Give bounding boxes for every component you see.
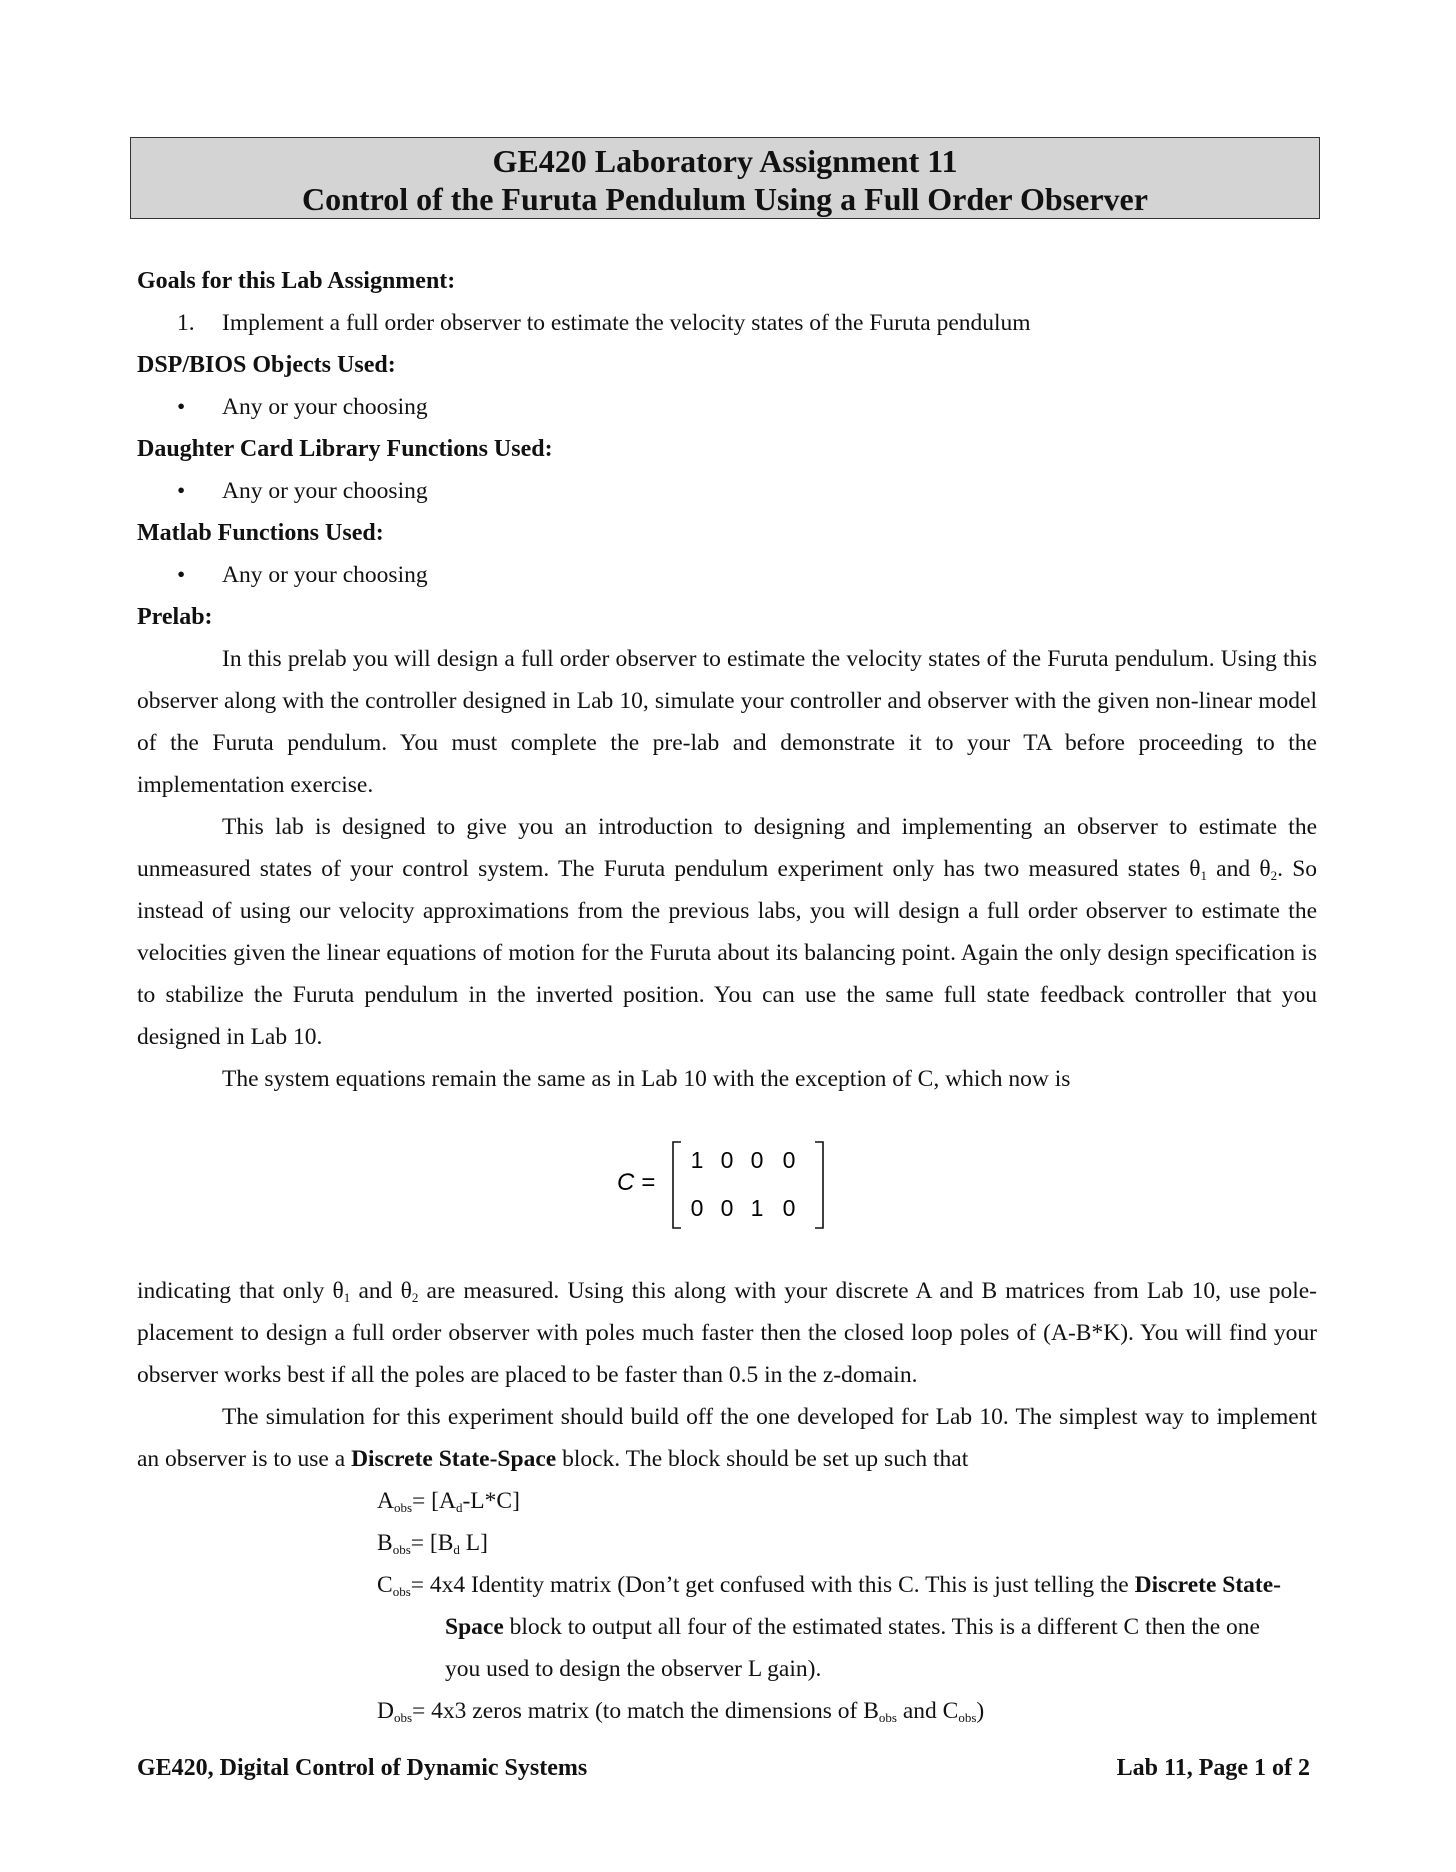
matrix-cell: 0 xyxy=(720,1147,734,1173)
list-item xyxy=(137,554,1317,596)
list-item xyxy=(137,302,1317,344)
content xyxy=(137,260,1317,1732)
footer-course: GE420, Digital Control of Dynamic Systems xyxy=(137,1755,588,1781)
list-text: Any or your choosing xyxy=(222,562,428,588)
observer-b-line: $B_{obs}= [B_d$ L] xyxy=(377,1530,488,1557)
prelab-paragraph-3: The system equations remain the same as in Lab 10 with the exception of C, which now is xyxy=(222,1066,1071,1092)
observer-d-line: $D_{obs}= 4x3$ zeros matrix (to match the dimensions of $B_{obs}$ and $C_{obs}$) xyxy=(377,1698,985,1725)
footer-page-number: Lab 11, Page 1 of 2 xyxy=(1116,1755,1310,1781)
matrix-label: C = xyxy=(617,1169,656,1196)
matrix-cell: 1 xyxy=(690,1147,704,1173)
bullet-icon: • xyxy=(177,478,186,504)
list-marker: 1. xyxy=(177,310,195,336)
matrix-right-bracket xyxy=(815,1142,823,1228)
title-box xyxy=(130,137,1320,219)
matrix-cell: 0 xyxy=(782,1147,796,1173)
matrix-cell: 1 xyxy=(750,1195,764,1221)
list-item xyxy=(137,386,1317,428)
bullet-icon: • xyxy=(177,562,186,588)
bullet-icon: • xyxy=(177,394,186,420)
prelab-paragraph-4: indicating that only $\theta_1$ and $\theta_2$ are measured. Using this along with your discrete A and B matrices from Lab 10, use pole-placement to design a full order observer with poles much faster then the closed loop poles of (A-B*K). You will find your observer works best if all the poles are placed to be faster than 0.5 in the z-domain. xyxy=(137,1278,1317,1388)
title-line-1: GE420 Laboratory Assignment 11 xyxy=(492,143,958,179)
prelab-paragraph-5: The simulation for this experiment should build off the one developed for Lab 10. The simplest way to implement an observer is to use a Discrete State-Space block. The block should be set up such that xyxy=(137,1404,1317,1472)
matrix-left-bracket xyxy=(673,1142,681,1228)
list-text: Implement a full order observer to estimate the velocity states of the Furuta pendulum xyxy=(222,310,1031,336)
matrix-cell: 0 xyxy=(750,1147,764,1173)
observer-c-line: $C_{obs}= 4x4$ Identity matrix (Don’t get confused with this C. This is just telling the Discrete State- xyxy=(377,1572,1281,1599)
matrix-cell: 0 xyxy=(782,1195,796,1221)
observer-c-continuation: Space block to output all four of the estimated states. This is a different C then the one xyxy=(445,1614,1260,1640)
list-text: Any or your choosing xyxy=(222,478,428,504)
observer-a-line: $A_{obs}= [A_d-L*C]$ xyxy=(377,1488,520,1515)
c-matrix-equation xyxy=(137,1124,1317,1246)
prelab-paragraph-1: In this prelab you will design a full order observer to estimate the velocity states of the Furuta pendulum. Using this observer along with the controller designed in Lab 10, simulate your controller and observer with the given non-linear model of the Furuta pendulum. You must complete the pre-lab and demonstrate it to your TA before proceeding to the implementation exercise. xyxy=(137,646,1317,798)
goals-heading: Goals for this Lab Assignment: xyxy=(137,268,456,294)
matrix-cell: 0 xyxy=(690,1195,704,1221)
matrix-cells xyxy=(691,1147,796,1221)
prelab-paragraph-2: This lab is designed to give you an introduction to designing and implementing an observer to estimate the unmeasured states of your control system. The Furuta pendulum experiment only has two measured states $\theta_1$ and $\theta_2$. So instead of using our velocity approximations from the previous labs, you will design a full order observer to estimate the velocities given the linear equations of motion for the Furuta about its balancing point. Again the only design specification is to stabilize the Furuta pendulum in the inverted position. You can use the same full state feedback controller that you designed in Lab 10. xyxy=(137,814,1318,1050)
title-line-2: Control of the Furuta Pendulum Using a Full Order Observer xyxy=(302,181,1148,217)
page-footer xyxy=(137,1755,1310,1785)
observer-c-continuation-2: you used to design the observer L gain). xyxy=(445,1656,822,1682)
list-item xyxy=(137,470,1317,512)
list-text: Any or your choosing xyxy=(222,394,428,420)
dsp-heading: DSP/BIOS Objects Used: xyxy=(137,352,396,378)
c-matrix-svg xyxy=(617,1124,857,1246)
matrix-cell: 0 xyxy=(720,1195,734,1221)
matlab-heading: Matlab Functions Used: xyxy=(137,520,384,546)
daughter-heading: Daughter Card Library Functions Used: xyxy=(137,436,553,462)
prelab-heading: Prelab: xyxy=(137,604,213,630)
